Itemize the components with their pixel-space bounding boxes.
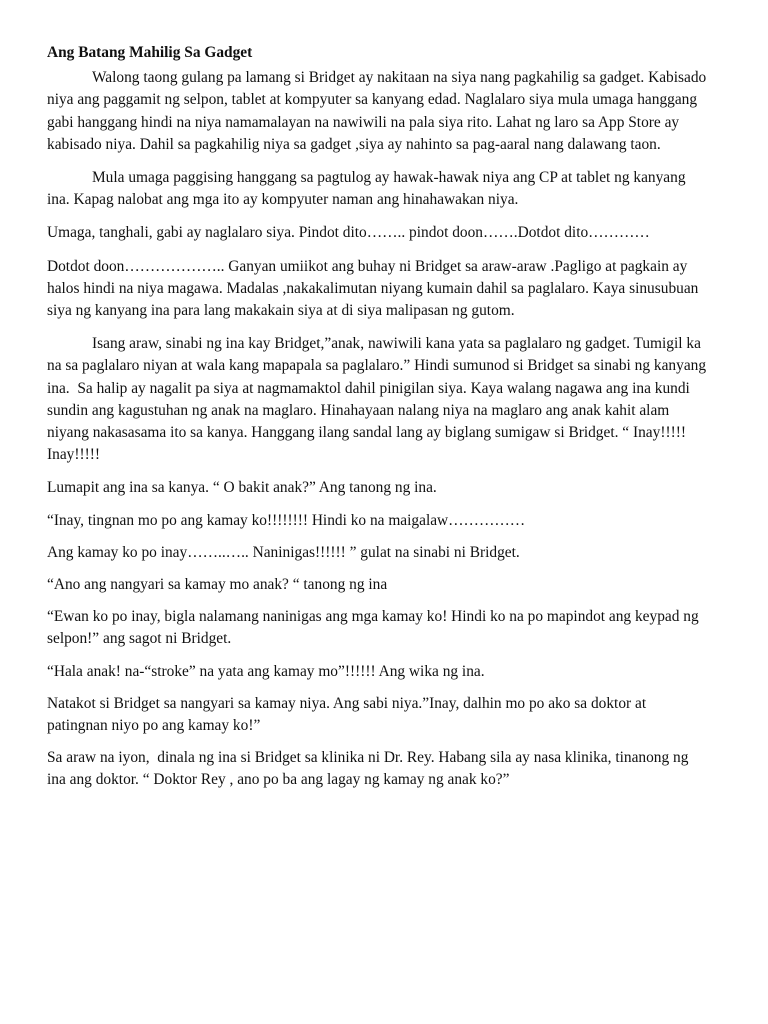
paragraph-3: Umaga, tanghali, gabi ay naglalaro siya. Pindot dito…….. pindot doon…….Dotdot dito………… [47,224,650,242]
paragraph-10: “Ewan ko po inay, bigla nalamang naninigas ang mga kamay ko! Hindi ko na po mapindot ang keypad ng selpon!” ang sagot ni Bridget. [47,608,703,648]
paragraph-9: “Ano ang nangyari sa kamay mo anak? “ tanong ng ina [47,576,388,594]
paragraph-2: Mula umaga paggising hanggang sa pagtulog ay hawak-hawak niya ang CP at tablet ng kanyang ina. Kapag nalobat ang mga ito ay kompyuter naman ang hinahawakan niya. [47,169,690,209]
paragraph-5: Isang araw, sinabi ng ina kay Bridget,”anak, nawiwili kana yata sa paglalaro ng gadget. Tumigil ka na sa paglalaro niyan at wala kang mapapala sa paglalaro.” Hindi sumunod si Bridget sa sinabi ng kanyang ina. Sa halip ay nagalit pa siya at nagmamaktol dahil pinigilan siya. Kaya walang nagawa ang ina kundi sundin ang kagustuhan ng anak na maglaro. Hinahayaan nalang niya na maglaro ang anak kahit alam niyang nakasasama ito sa kanya. Hanggang ilang sandal lang ay biglang sumigaw si Bridget. “ Inay!!!!! Inay!!!!! [47,335,710,464]
paragraph-6: Lumapit ang ina sa kanya. “ O bakit anak?” Ang tanong ng ina. [47,479,437,497]
paragraph-11: “Hala anak! na-“stroke” na yata ang kamay mo”!!!!!! Ang wika ng ina. [47,662,485,680]
paragraph-13: Sa araw na iyon, dinala ng ina si Bridget sa klinika ni Dr. Rey. Habang sila ay nasa klinika, tinanong ng ina ang doktor. “ Doktor Rey , ano po ba ang lagay ng kamay ng anak ko?” [47,749,693,789]
paragraph-8: Ang kamay ko po inay……..….. Naninigas!!!!!! ” gulat na sinabi ni Bridget. [47,543,520,561]
paragraph-12: Natakot si Bridget sa nangyari sa kamay niya. Ang sabi niya.”Inay, dalhin mo po ako sa doktor at patingnan niyo po ang kamay ko!” [47,694,650,735]
paragraph-1: Walong taong gulang pa lamang si Bridget ay nakitaan na siya nang pagkahilig sa gadget. Kabisado niya ang paggamit ng selpon, tablet at kompyuter sa kanyang edad. Naglalaro siya mula umaga hanggang gabi hanggang hindi na niya namamalayan na nawiwili na pala siya rito. Lahat ng laro sa App Store ay kabisado niya. Dahil sa pagkahilig niya sa gadget ,siya ay nahinto sa pag-aaral nang dalawang taon. [47,69,711,153]
paragraph-7: “Inay, tingnan mo po ang kamay ko!!!!!!!! Hindi ko na maigalaw…………… [47,511,526,529]
story-title: Ang Batang Mahilig Sa Gadget [47,44,253,61]
paragraph-4: Dotdot doon……………….. Ganyan umiikot ang buhay ni Bridget sa araw-araw .Pagligo at pagkain ay halos hindi na niya magawa. Madalas ,nakakalimutan niyang kumain dahil sa paglalaro. Kaya sinusubuan siya ng kanyang ina para lang makakain siya at di siya malipasan ng gutom. [47,257,703,320]
